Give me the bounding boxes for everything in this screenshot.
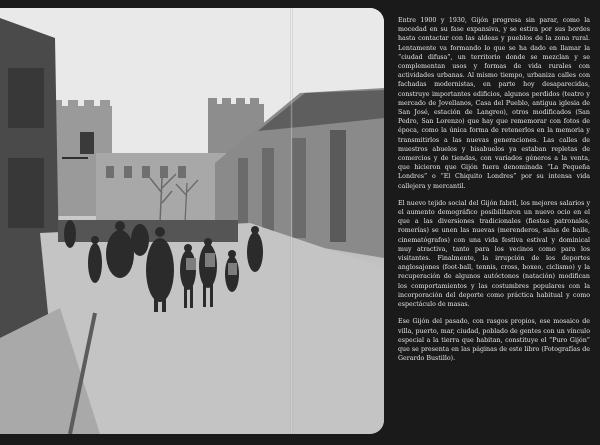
article-paragraph-3: Ese Gijón del pasado, con rasgos propios, ese mosaico de villa, puerto, mar, ciudad, poblado de gentes con un vínculo especial a la tierra que habitan, constituye el “Puro Gijón” que se presenta en las páginas de este libro (Fotografías de Gerardo Bustillo). <box>398 318 590 363</box>
page-fold <box>290 8 293 434</box>
street-scene-illustration <box>0 8 384 434</box>
article-text-column <box>398 16 590 371</box>
article-paragraph-1: Entre 1900 y 1930, Gijón progresa sin parar, como la mocedad en su fase expansiva, y se estira por sus bordes hasta contactar con las aldeas y pueblos de la zona rural. Lentamente va formando lo que se ha dado en llamar la “ciudad difusa”, un territorio donde se mezclan y se complementan usos y formas de vida rurales con actividades urbanas. Al mismo tiempo, urbaniza calles con fachadas modernistas, en parte hoy desaparecidas, construye importantes edificios, algunos perdidos (teatro y mercado de Jovellanos, Casa del Pueblo, antigua iglesia de San José, estación de Langreo), otros modificados (San Pedro, San Lorenzo) que hay que rememorar con fotos de época, como la única forma de retenerlos en la memoria y transmitirlos a las nuevas generaciones. Las calles de muestros abuelos y bisabuelos ya estaban repletas de comercios y de tiendas, con variados géneros a la venta, que hicieron que Gijón fuera denominada “La Pequeña Londres” o “El Chiquito Londres” por su intensa vida callejera y mercantil. <box>398 17 590 190</box>
article-paragraph-2: El nuevo tejido social del Gijón fabril, los mejores salarios y el aumento demográfico posibilitaron un nuevo ocio en el que a las diversiones tradicionales (fiestas patronales, romerías) se unen las nuevas (merenderos, salas de baile, cinematógrafos) con una vida festiva estival y dominical muy atractiva, tanto para los vecinos como para los visitantes. Finalmente, la irrupción de los deportes anglosajones (foot-ball, tennis, cross, boxeo, ciclismo) y la recuperación de algunos autóctonos (natación) modifican los comportamientos y las costumbres populares con la incorporación del deporte como práctica habitual y como espectáculo de masas. <box>398 199 590 309</box>
historic-street-photo <box>0 8 384 434</box>
